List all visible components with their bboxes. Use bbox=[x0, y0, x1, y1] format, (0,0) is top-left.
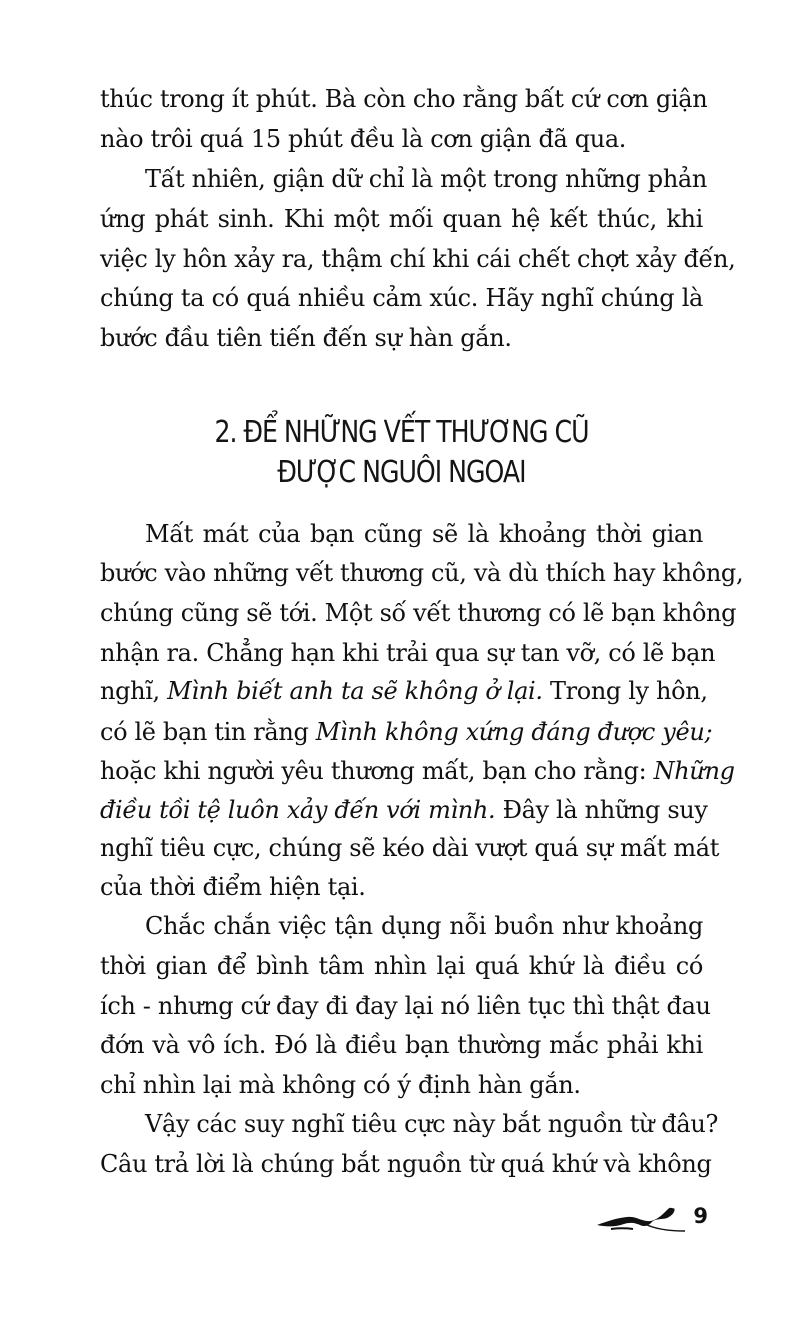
body-line-mixed bbox=[100, 712, 713, 752]
body-text: có lẽ bạn tin rằng bbox=[100, 718, 309, 746]
body-line: thời gian để bình tâm nhìn lại quá khứ là điều có bbox=[100, 952, 703, 980]
body-text: nghĩ, bbox=[100, 677, 160, 705]
body-line: Mất mát của bạn cũng sẽ là khoảng thời gian bbox=[145, 520, 703, 548]
page-number: 9 bbox=[693, 1204, 708, 1228]
body-line: nào trôi quá 15 phút đều là cơn giận đã qua. bbox=[100, 125, 627, 153]
italic-quote: điều tồi tệ luôn xảy đến với mình. bbox=[100, 796, 496, 824]
body-text: hoặc khi người yêu thương mất, bạn cho rằng: bbox=[100, 757, 647, 785]
flourish-ornament-icon bbox=[593, 1200, 685, 1236]
body-line: chỉ nhìn lại mà không có ý định hàn gắn. bbox=[100, 1071, 581, 1099]
page-footer bbox=[593, 1198, 708, 1238]
body-line-mixed bbox=[100, 790, 708, 830]
body-line: Vậy các suy nghĩ tiêu cực này bắt nguồn từ đâu? bbox=[145, 1110, 718, 1138]
body-line: Chắc chắn việc tận dụng nỗi buồn như khoảng bbox=[145, 912, 703, 940]
body-line: của thời điểm hiện tại. bbox=[100, 873, 366, 901]
italic-quote: Mình không xứng đáng được yêu; bbox=[315, 718, 713, 746]
italic-quote: Mình biết anh ta sẽ không ở lại. bbox=[167, 677, 543, 705]
body-line: đớn và vô ích. Đó là điều bạn thường mắc phải khi bbox=[100, 1031, 703, 1059]
section-heading-line-2: ĐƯỢC NGUÔI NGOAI bbox=[277, 455, 526, 490]
body-line-mixed bbox=[100, 671, 708, 711]
section-heading-line-1: 2. ĐỂ NHỮNG VẾT THƯƠNG CŨ bbox=[214, 415, 589, 450]
body-line: bước vào những vết thương cũ, và dù thích hay không, bbox=[100, 559, 744, 587]
body-line-mixed bbox=[100, 751, 735, 791]
body-line: thúc trong ít phút. Bà còn cho rằng bất cứ cơn giận bbox=[100, 85, 708, 113]
body-text: Đây là những suy bbox=[502, 796, 708, 824]
body-line: chúng cũng sẽ tới. Một số vết thương có lẽ bạn không bbox=[100, 599, 737, 627]
body-line: bước đầu tiên tiến đến sự hàn gắn. bbox=[100, 324, 512, 352]
body-line: ứng phát sinh. Khi một mối quan hệ kết thúc, khi bbox=[100, 205, 703, 233]
body-line: nhận ra. Chẳng hạn khi trải qua sự tan vỡ, có lẽ bạn bbox=[100, 639, 716, 667]
body-line: nghĩ tiêu cực, chúng sẽ kéo dài vượt quá sự mất mát bbox=[100, 834, 720, 862]
body-line: Tất nhiên, giận dữ chỉ là một trong những phản bbox=[145, 165, 707, 193]
body-text: Trong ly hôn, bbox=[549, 677, 708, 705]
body-line: việc ly hôn xảy ra, thậm chí khi cái chết chợt xảy đến, bbox=[100, 245, 736, 273]
body-line: ích - nhưng cứ đay đi đay lại nó liên tục thì thật đau bbox=[100, 992, 711, 1020]
body-line: chúng ta có quá nhiều cảm xúc. Hãy nghĩ chúng là bbox=[100, 284, 703, 312]
body-line: Câu trả lời là chúng bắt nguồn từ quá khứ và không bbox=[100, 1150, 712, 1178]
italic-quote: Những bbox=[653, 757, 735, 785]
